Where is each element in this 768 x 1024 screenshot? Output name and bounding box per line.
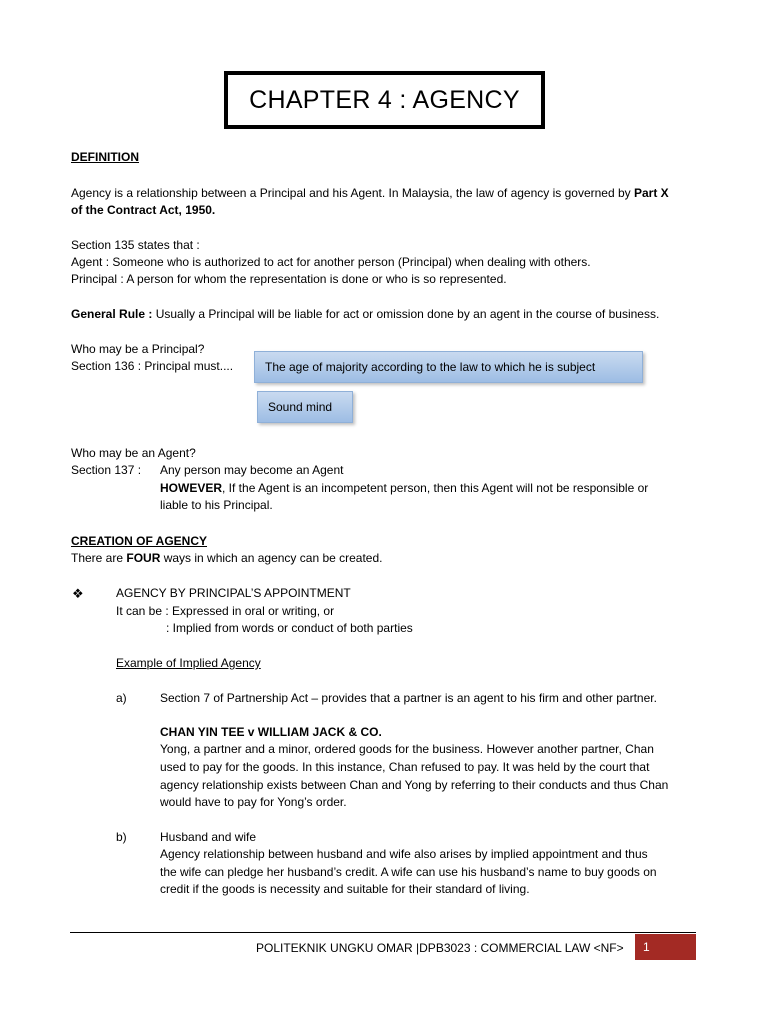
creation-heading: CREATION OF AGENCY [71,534,208,548]
section-137: Section 137 : [71,463,142,477]
however-text: HOWEVER, If the Agent is an incompetent person, then this Agent will not be responsible or [160,481,649,495]
footer-text: POLITEKNIK UNGKU OMAR |DPB3023 : COMMERCIAL LAW <NF> [256,941,624,955]
example-b-line-3: credit if the goods is necessity and suitable for their standard of living. [160,882,530,896]
diamond-bullet-icon: ❖ [72,586,84,601]
example-b-line-1: Agency relationship between husband and wife also arises by implied appointment and thus [160,847,648,861]
example-heading: Example of Implied Agency [116,656,261,670]
case-line-3: agency relationship exists between Chan and Yong by referring to their conducts and thus Chan [160,778,669,792]
example-a-text: Section 7 of Partnership Act – provides that a partner is an agent to his firm and other partner. [160,691,657,705]
expressed-line: It can be : Expressed in oral or writing, or [116,604,335,618]
requirement-box-majority: The age of majority according to the law to which he is subject [254,351,643,383]
definition-line-1: Agency is a relationship between a Principal and his Agent. In Malaysia, the law of agency is governed by Part X [71,186,669,200]
case-line-4: would have to pay for Yong’s order. [160,795,347,809]
general-rule: General Rule : Usually a Principal will be liable for act or omission done by an agent in the course of business. [71,307,660,321]
case-line-1: Yong, a partner and a minor, ordered goods for the business. However another partner, Chan [160,742,654,756]
who-agent-question: Who may be an Agent? [71,446,196,460]
section-135: Section 135 states that : [71,238,200,252]
example-b-line-2: the wife can pledge her husband’s credit. A wife can use his husband’s name to buy goods on [160,865,657,879]
chapter-title: CHAPTER 4 : AGENCY [224,71,545,129]
creation-intro: There are FOUR ways in which an agency can be created. [71,551,383,565]
implied-line: : Implied from words or conduct of both parties [166,621,413,635]
footer-divider [70,932,696,933]
requirement-box-sound-mind: Sound mind [257,391,353,423]
definition-line-2: of the Contract Act, 1950. [71,203,216,217]
principal-definition: Principal : A person for whom the representation is done or who is so represented. [71,272,507,286]
example-a-label: a) [116,691,127,705]
however-text-2: liable to his Principal. [160,498,273,512]
agent-definition: Agent : Someone who is authorized to act for another person (Principal) when dealing with others. [71,255,591,269]
case-line-2: used to pay for the goods. In this instance, Chan refused to pay. It was held by the court that [160,760,650,774]
section-136: Section 136 : Principal must.... [71,359,234,373]
page-number-badge: 1 [635,934,696,960]
appointment-heading: AGENCY BY PRINCIPAL’S APPOINTMENT [116,586,351,600]
example-b-label: b) [116,830,127,844]
any-person-agent: Any person may become an Agent [160,463,344,477]
definition-heading: DEFINITION [71,150,139,164]
case-name: CHAN YIN TEE v WILLIAM JACK & CO. [160,725,382,739]
who-principal-question: Who may be a Principal? [71,342,205,356]
example-b-title: Husband and wife [160,830,257,844]
